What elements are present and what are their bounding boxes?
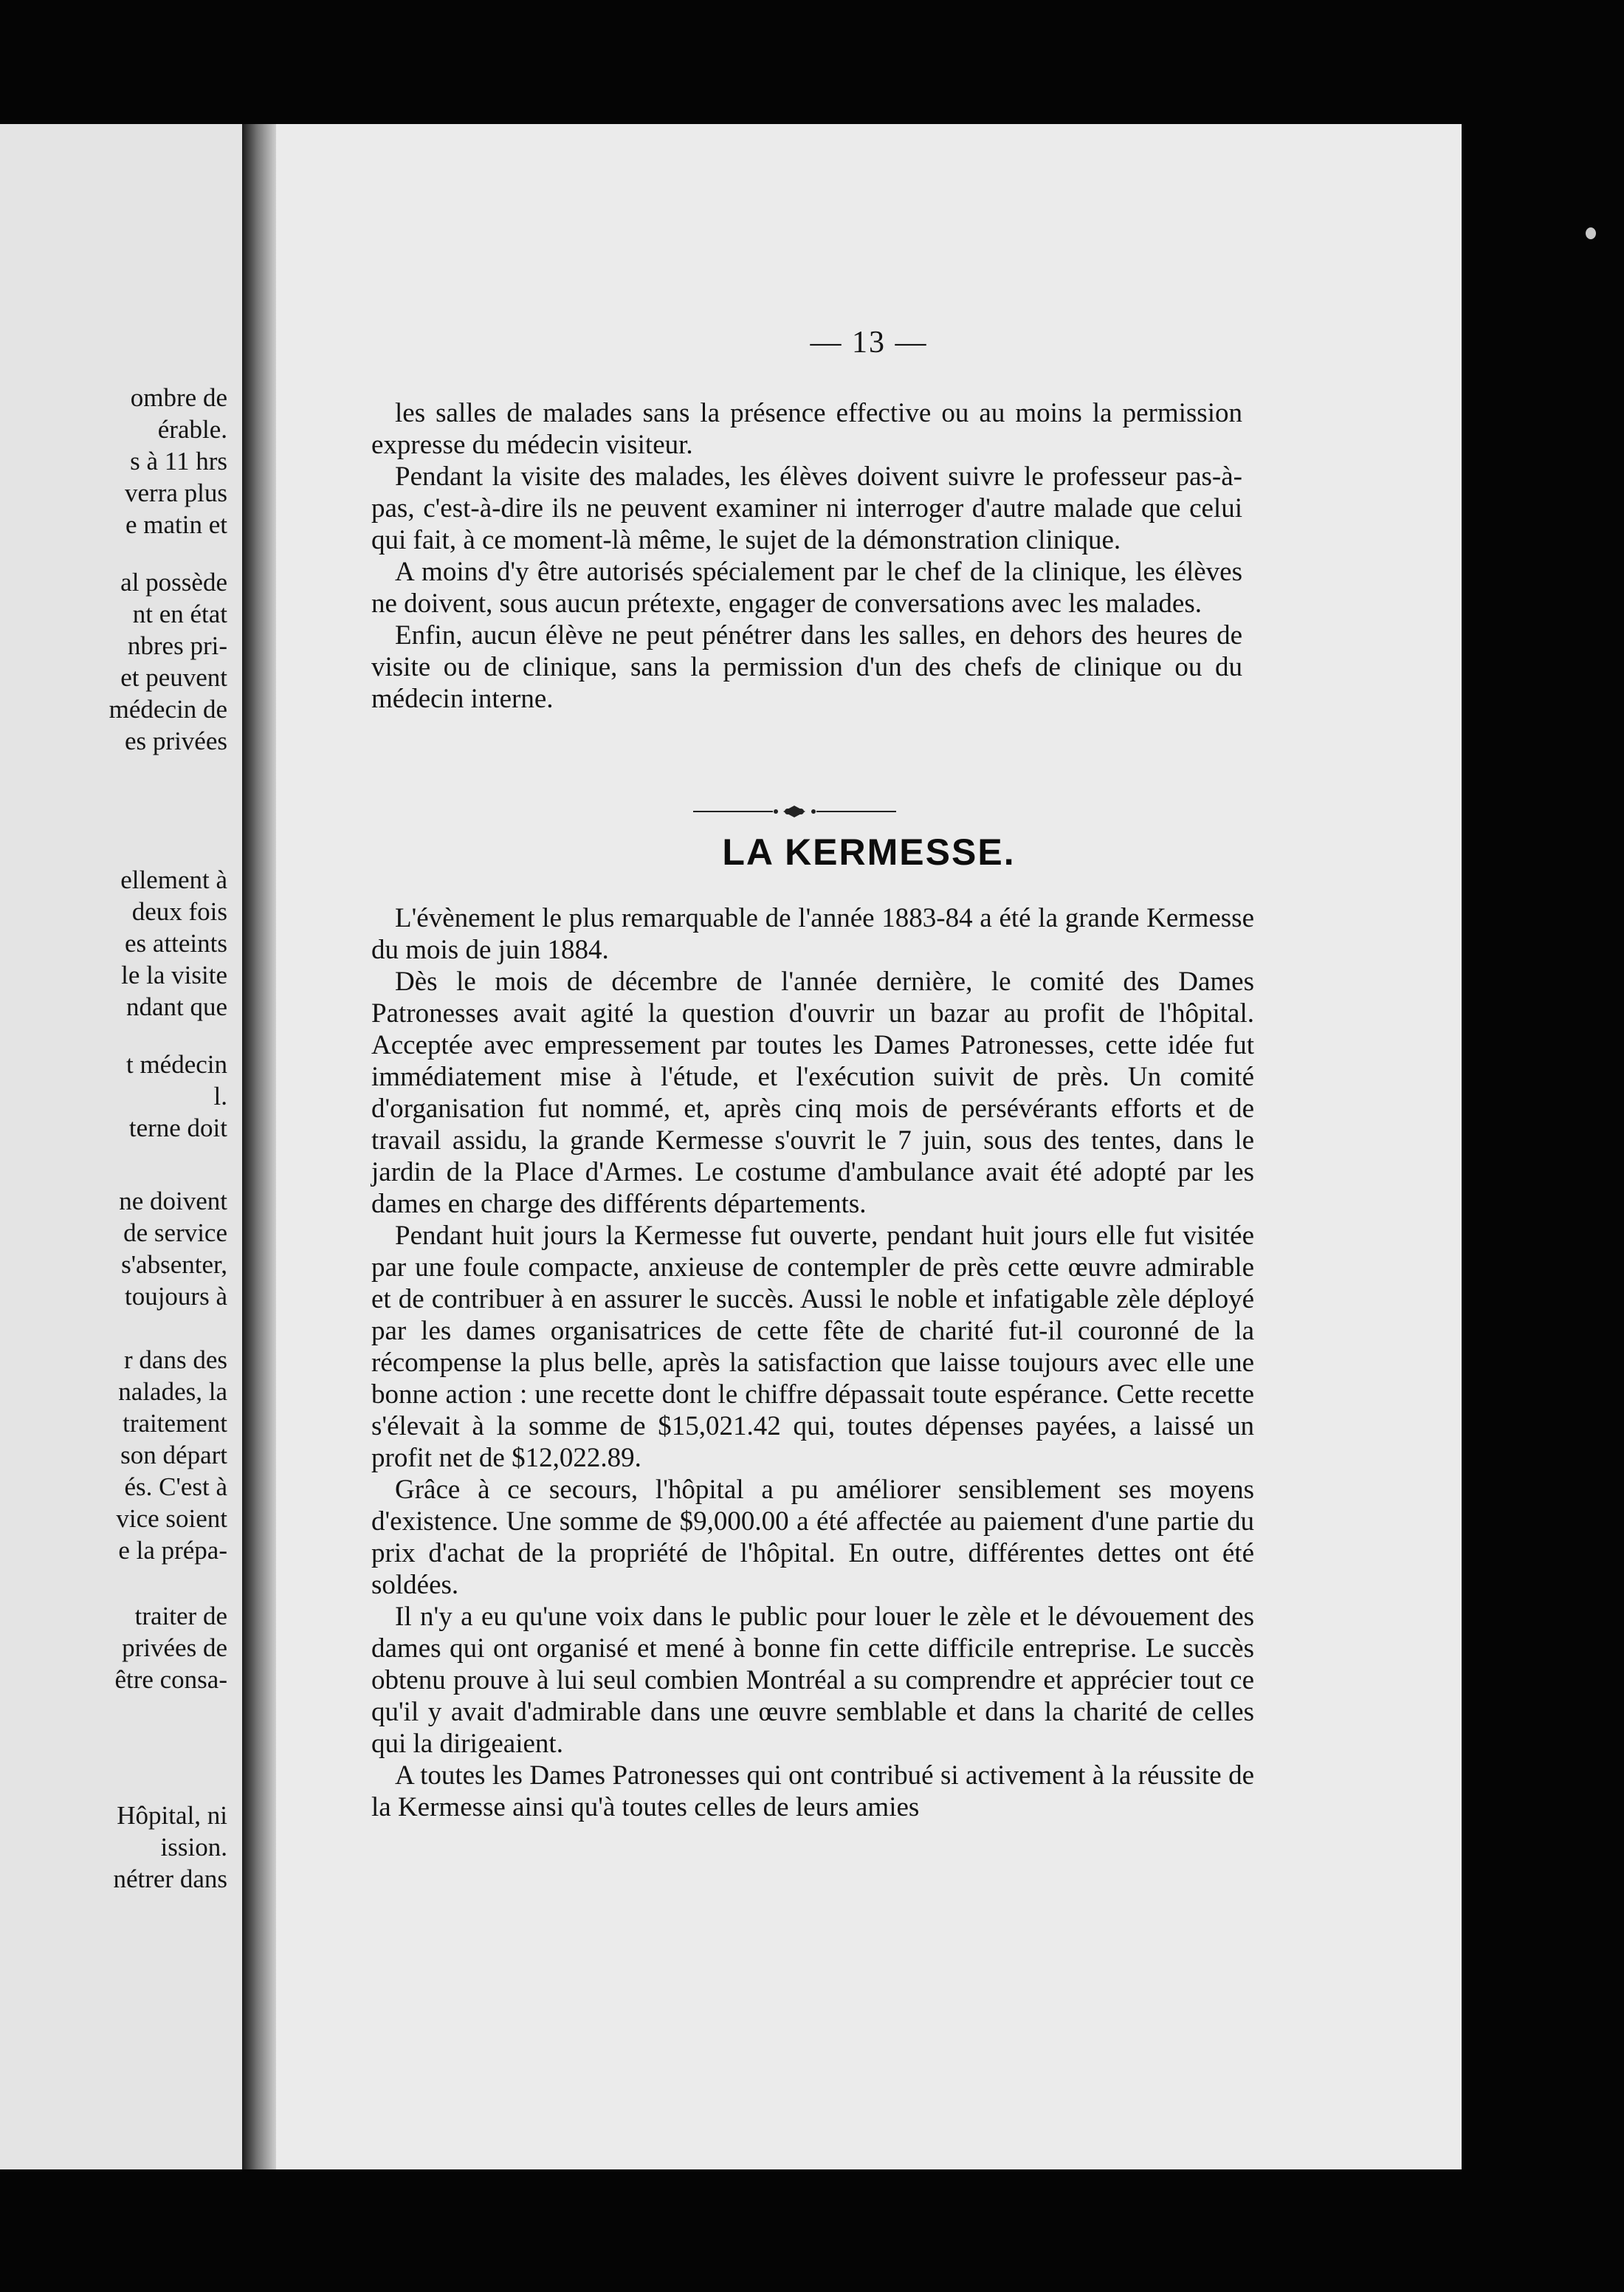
paragraph: Enfin, aucun élève ne peut pénétrer dans les salles, en dehors des heures de visite ou de clinique, sans la permission d'un des chefs de clinique ou du médecin interne. [371,620,1242,714]
left-page-text-fragment: érable. [157,415,227,444]
left-page-text-fragment: verra plus [125,478,227,507]
left-page-text-fragment: vice soient [116,1504,227,1533]
scan-speck [1586,227,1596,239]
left-page-text-fragment: être consa- [114,1665,227,1694]
left-page-text-fragment: Hôpital, ni [117,1801,227,1830]
intro-text [371,397,1242,715]
paragraph: A toutes les Dames Patronesses qui ont contribué si activement à la réussite de la Kermesse ainsi qu'à toutes celles de leurs amies [371,1760,1254,1822]
paragraph: les salles de malades sans la présence effective ou au moins la permission expresse du médecin visiteur. [371,398,1242,460]
section-divider-ornament [693,804,896,819]
left-page-text-fragment: es atteints [125,929,227,958]
left-page-text-fragment: e la prépa- [118,1536,227,1565]
paragraph: L'évènement le plus remarquable de l'année 1883-84 a été la grande Kermesse du mois de juin 1884. [371,903,1254,965]
left-page-text-fragment: le la visite [121,961,227,989]
paragraph: Pendant la visite des malades, les élèves doivent suivre le professeur pas-à-pas, c'est-à-dire ils ne peuvent examiner ni interroger d'autre malade que celui qui fait, à ce moment-là même, le sujet de la démonstration clinique. [371,462,1242,555]
left-page-text-fragment: nalades, la [118,1377,227,1406]
left-page-text-fragment: son départ [120,1441,227,1469]
left-page-text-fragment: ission. [160,1833,227,1862]
left-page-text-fragment: nt en état [132,600,227,628]
left-page-text-fragment: s à 11 hrs [130,447,227,476]
left-page-text-fragment: e matin et [125,510,227,539]
kermesse-text [371,902,1254,1823]
left-page-text-fragment: s'absenter, [121,1250,227,1279]
left-page-text-fragment: ne doivent [119,1187,227,1215]
left-page-text-fragment: ndant que [125,992,227,1021]
left-page-text-fragment: nétrer dans [113,1864,227,1893]
left-page-text-fragment: de service [123,1218,227,1247]
left-page-text-fragment: és. C'est à [124,1472,227,1501]
book-gutter [242,124,276,2169]
left-page-text-fragment: ellement à [120,865,227,894]
left-page-text-fragment: nbres pri- [127,631,227,660]
left-page-text-fragment: es privées [125,727,227,755]
left-page-text-fragment: al possède [120,568,227,597]
left-page-text-fragment: t médecin [125,1050,227,1079]
right-page [276,124,1462,2169]
left-page-text-fragment: ombre de [130,383,227,412]
left-page-text-fragment: terne doit [128,1114,227,1142]
paragraph: Grâce à ce secours, l'hôpital a pu améliorer sensiblement ses moyens d'existence. Une somme de $9,000.00 a été affectée au paiement d'une partie du prix d'achat de la propriété de l'hôpital. En outre, différentes dettes ont été soldées. [371,1475,1254,1600]
paragraph: Il n'y a eu qu'une voix dans le public pour louer le zèle et le dévouement des dames qui ont organisé et mené à bonne fin cette difficile entreprise. Le succès obtenu prouve à lui seul combien Montréal a su comprendre et apprécier tout ce qu'il y avait d'admirable dans une œuvre semblable et dans la charité de celles qui la dirigeaient. [371,1602,1254,1759]
page-number: — 13 — [810,326,928,360]
left-page-text-fragment: deux fois [131,897,227,926]
left-page-text-fragment: r dans des [124,1345,227,1374]
left-page-text-fragment: l. [213,1082,227,1111]
left-page-text-fragment: traiter de [134,1602,227,1630]
left-page-text-fragment: traitement [123,1409,227,1438]
paragraph: Dès le mois de décembre de l'année dernière, le comité des Dames Patronesses avait agité la question d'ouvrir un bazar au profit de l'hôpital. Acceptée avec empressement par toutes les Dames Patronesses, cette idée fut immédiatement mise à l'étude, et l'exécution suivit de près. Un comité d'organisation fut nommé, et, après cinq mois de persévérants efforts et de travail assidu, la grande Kermesse s'ouvrit le 7 juin, sous des tentes, dans le jardin de la Place d'Armes. Le costume d'ambulance avait été adopté par les dames en charge des différents départements. [371,967,1254,1219]
left-page-text-fragment: médecin de [109,695,227,724]
section-heading: LA KERMESSE. [722,831,1016,873]
left-page-text-fragment: toujours à [124,1282,227,1311]
left-page-fragment [0,124,242,2169]
left-page-text-fragment: et peuvent [120,663,227,692]
left-page-text-fragment: privées de [122,1633,227,1662]
paragraph: Pendant huit jours la Kermesse fut ouverte, pendant huit jours elle fut visitée par une foule compacte, anxieuse de contempler de près cette œuvre admirable et de contribuer à en assurer le succès. Aussi le noble et infatigable zèle déployé par les dames organisatrices de cette fête de charité fut-il couronné de la récompense la plus belle, après la satisfaction que laisse toujours avec elle une bonne action : une recette dont le chiffre dépassait toute espérance. Cette recette s'élevait à la somme de $15,021.42 qui, toutes dépenses payées, a laissé un profit net de $12,022.89. [371,1221,1254,1473]
paragraph: A moins d'y être autorisés spécialement par le chef de la clinique, les élèves ne doivent, sous aucun prétexte, engager de conversations avec les malades. [371,557,1242,619]
